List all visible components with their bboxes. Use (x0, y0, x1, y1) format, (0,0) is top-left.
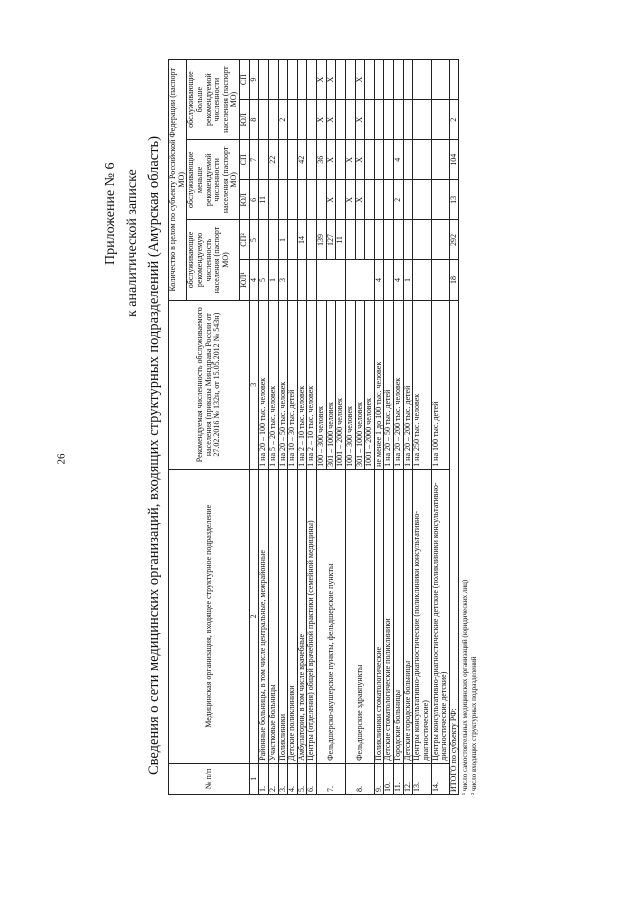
header-group-2: обслуживающие меньше рекомендуемой численности населения (паспорт МО) (187, 140, 240, 220)
norm-value: 1 на 100 тыс. детей (431, 300, 449, 469)
count-value (374, 220, 384, 260)
row-number: 3. (278, 763, 288, 794)
page-number: 26 (55, 453, 68, 465)
table-row (394, 60, 404, 795)
total-value: 104 (449, 140, 459, 180)
count-value (345, 100, 355, 140)
table-row (288, 60, 298, 795)
row-number: 8. (345, 763, 374, 794)
header-yul: ЮЛ¹ (240, 260, 250, 300)
header-norm: Рекомендуемая численность обслуживаемого населения (приказы Минздрава России от 27.02.2016 № 132н, от 15.05.2012 № 543н) (169, 300, 250, 469)
count-value (278, 180, 288, 220)
count-value (259, 60, 269, 100)
row-number: 9. (374, 763, 384, 794)
column-index: 6 (249, 180, 259, 220)
norm-value: 1 на 20 – 200 тыс. детей (403, 300, 413, 469)
row-number: 6. (307, 763, 317, 794)
organization-name: Поликлиники стоматологические (374, 469, 384, 763)
count-value: 14 (297, 220, 307, 260)
footnote-1: ¹ число самостоятельных медицинских организаций (юридических лиц) (461, 579, 469, 795)
count-value (317, 180, 327, 220)
organization-name: Фельдшерские здравпункты (345, 469, 374, 763)
count-value (336, 180, 346, 220)
count-value (259, 100, 269, 140)
count-value (288, 180, 298, 220)
norm-value: 100 – 300 человек (317, 300, 327, 469)
count-value (268, 100, 278, 140)
count-value: X (326, 100, 336, 140)
organization-name: Участковые больницы (268, 469, 278, 763)
column-index: 7 (249, 140, 259, 180)
total-value (449, 60, 459, 100)
count-value (365, 220, 375, 260)
count-value (259, 220, 269, 260)
organization-name: Амбулатории, в том числе врачебные (297, 469, 307, 763)
count-value (278, 60, 288, 100)
norm-value: 1 на 5 – 20 тыс. человек (268, 300, 278, 469)
count-value: 22 (268, 140, 278, 180)
column-index: 3 (249, 300, 259, 469)
count-value (403, 100, 413, 140)
row-number: 4. (288, 763, 298, 794)
count-value (288, 140, 298, 180)
header-yul: ЮЛ (240, 180, 250, 220)
total-value: 292 (449, 220, 459, 260)
count-value (268, 180, 278, 220)
table-row (431, 60, 449, 795)
organization-name: Центры консультативно-диагностические детские (поликлиники консультативно-диагностические детские) (431, 469, 449, 763)
count-value (268, 220, 278, 260)
total-value: 18 (449, 260, 459, 300)
count-value (374, 100, 384, 140)
table-row (413, 60, 431, 795)
count-value: 4 (394, 140, 404, 180)
count-value (431, 220, 449, 260)
count-value: 5 (259, 260, 269, 300)
organization-name: Фельдшерско-акушерские пункты, фельдшерские пункты (317, 469, 346, 763)
count-value: 42 (297, 140, 307, 180)
count-value (345, 220, 355, 260)
count-value: 2 (394, 180, 404, 220)
column-index: 5 (249, 220, 259, 260)
row-number: 10. (384, 763, 394, 794)
row-number: 14. (431, 763, 449, 794)
count-value: 11 (259, 180, 269, 220)
row-number: 1. (259, 763, 269, 794)
organization-name: Детские стоматологические поликлиники (384, 469, 394, 763)
row-number: 2. (268, 763, 278, 794)
count-value (403, 60, 413, 100)
count-value (394, 100, 404, 140)
count-value (413, 60, 431, 100)
norm-value: 1 на 20 – 100 тыс. человек (259, 300, 269, 469)
column-index: 1 (249, 763, 259, 794)
header-sp: СП (240, 60, 250, 100)
count-value: X (317, 100, 327, 140)
count-value: 11 (336, 220, 346, 260)
count-value (431, 100, 449, 140)
norm-value: 1 на 20 – 200 тыс. человек (394, 300, 404, 469)
row-number: 7. (317, 763, 346, 794)
header-sp: СП (240, 140, 250, 180)
count-value: 1 (268, 260, 278, 300)
header-group-3: обслуживающие больше рекомендуемой численности населения (паспорт МО) (187, 60, 240, 140)
column-index: 2 (249, 469, 259, 763)
count-value (413, 100, 431, 140)
count-value (336, 140, 346, 180)
count-value (288, 260, 298, 300)
annex-title: Приложение № 6 (103, 162, 118, 265)
count-value (336, 60, 346, 100)
count-value: 3 (278, 260, 288, 300)
organization-name: Центры (отделения) общей врачебной практики (семейной медицины) (307, 469, 317, 763)
count-value (374, 180, 384, 220)
norm-value: 100 – 300 человек (345, 300, 355, 469)
row-number: 12. (403, 763, 413, 794)
organization-name: Детские городские больницы (403, 469, 413, 763)
count-value (259, 140, 269, 180)
count-value (384, 60, 394, 100)
count-value: X (355, 100, 365, 140)
count-value (431, 60, 449, 100)
footnote-2: ² число входящих структурных подразделений (470, 656, 478, 795)
count-value: X (345, 140, 355, 180)
norm-value: 301 – 1000 человек (355, 300, 365, 469)
count-value (394, 60, 404, 100)
count-value: 1 (403, 260, 413, 300)
count-value (307, 260, 317, 300)
count-value: X (355, 140, 365, 180)
count-value (403, 180, 413, 220)
count-value (403, 220, 413, 260)
header-yul: ЮЛ (240, 100, 250, 140)
column-index: 8 (249, 100, 259, 140)
header-org: Медицинская организация, входящее структурное подразделение (169, 469, 250, 763)
count-value: 4 (394, 260, 404, 300)
document-title: Сведения о сети медицинских организаций, входящих структурных подразделений (Амурская область) (146, 136, 162, 775)
organization-name: Центры консультативно-диагностические (поликлиники консультативно-диагностические) (413, 469, 431, 763)
count-value (317, 260, 346, 300)
norm-value: 1 на 10 – 30 тыс. детей (288, 300, 298, 469)
data-table (168, 59, 459, 795)
header-qty: Количество в целом по субъекту Российской Федерации (паспорт МО) (169, 60, 187, 301)
count-value (413, 140, 431, 180)
count-value: X (326, 140, 336, 180)
count-value: 2 (278, 100, 288, 140)
norm-value: 1001 – 2000 человек (336, 300, 346, 469)
count-value (288, 100, 298, 140)
count-value (431, 140, 449, 180)
count-value: 127 (326, 220, 336, 260)
count-value (431, 260, 449, 300)
count-value (336, 100, 346, 140)
count-value (268, 60, 278, 100)
count-value (355, 220, 365, 260)
norm-value: 1 на 20 – 50 тыс. детей (384, 300, 394, 469)
count-value (413, 180, 431, 220)
organization-name: Районные больницы, в том числе центральные, межрайонные (259, 469, 269, 763)
count-value: X (317, 60, 327, 100)
header-sp: СП² (240, 220, 250, 260)
organization-name: Городские больницы (394, 469, 404, 763)
count-value (431, 180, 449, 220)
row-number: 13. (413, 763, 431, 794)
norm-value: 1 на 2 – 10 тыс. человек (297, 300, 307, 469)
header-num: № п/п (169, 763, 250, 794)
norm-value: 1 на 250 тыс. человек (413, 300, 431, 469)
count-value: 139 (317, 220, 327, 260)
count-value (365, 60, 375, 100)
table-row (317, 60, 327, 795)
count-value (345, 260, 374, 300)
count-value (307, 180, 317, 220)
count-value (384, 100, 394, 140)
count-value (288, 220, 298, 260)
norm-value: 1 на 20 – 50 тыс. человек (278, 300, 288, 469)
count-value: 1 (278, 220, 288, 260)
total-row (449, 60, 459, 795)
count-value: X (326, 180, 336, 220)
count-value (365, 100, 375, 140)
count-value (403, 140, 413, 180)
row-number: 11. (394, 763, 404, 794)
column-index: 4 (249, 260, 259, 300)
count-value (365, 140, 375, 180)
count-value (413, 220, 431, 260)
count-value (365, 180, 375, 220)
count-value (297, 260, 307, 300)
count-value: 4 (374, 260, 384, 300)
norm-value: 1 на 2 – 10 тыс. человек (307, 300, 317, 469)
count-value (374, 140, 384, 180)
organization-name: Детские поликлиники (288, 469, 298, 763)
count-value (374, 60, 384, 100)
count-value: X (345, 180, 355, 220)
count-value: X (355, 180, 365, 220)
count-value (394, 220, 404, 260)
count-value (278, 140, 288, 180)
norm-value: 1001 – 2000 человек (365, 300, 375, 469)
count-value (297, 180, 307, 220)
row-number: 5. (297, 763, 307, 794)
count-value: X (355, 60, 365, 100)
total-value: 13 (449, 180, 459, 220)
count-value: 36 (317, 140, 327, 180)
norm-value: 301 – 1000 человек (326, 300, 336, 469)
count-value: X (326, 60, 336, 100)
annex-subtitle: к аналитической записке (125, 169, 140, 317)
total-label: ИТОГО по субъекту РФ: (449, 300, 459, 794)
organization-name: Поликлиники (278, 469, 288, 763)
total-value: 2 (449, 100, 459, 140)
count-value (288, 60, 298, 100)
count-value (297, 60, 307, 100)
header-group-1: обслуживающие рекомендуемую численность населения (паспорт МО) (187, 220, 240, 300)
norm-value: не менее 1 до 100 тыс. человек (374, 300, 384, 469)
count-value (384, 220, 394, 260)
table-row (259, 60, 269, 795)
count-value (413, 260, 431, 300)
count-value (297, 100, 307, 140)
table-row (268, 60, 278, 795)
count-value (345, 60, 355, 100)
table-row (345, 60, 355, 795)
column-index: 9 (249, 60, 259, 100)
